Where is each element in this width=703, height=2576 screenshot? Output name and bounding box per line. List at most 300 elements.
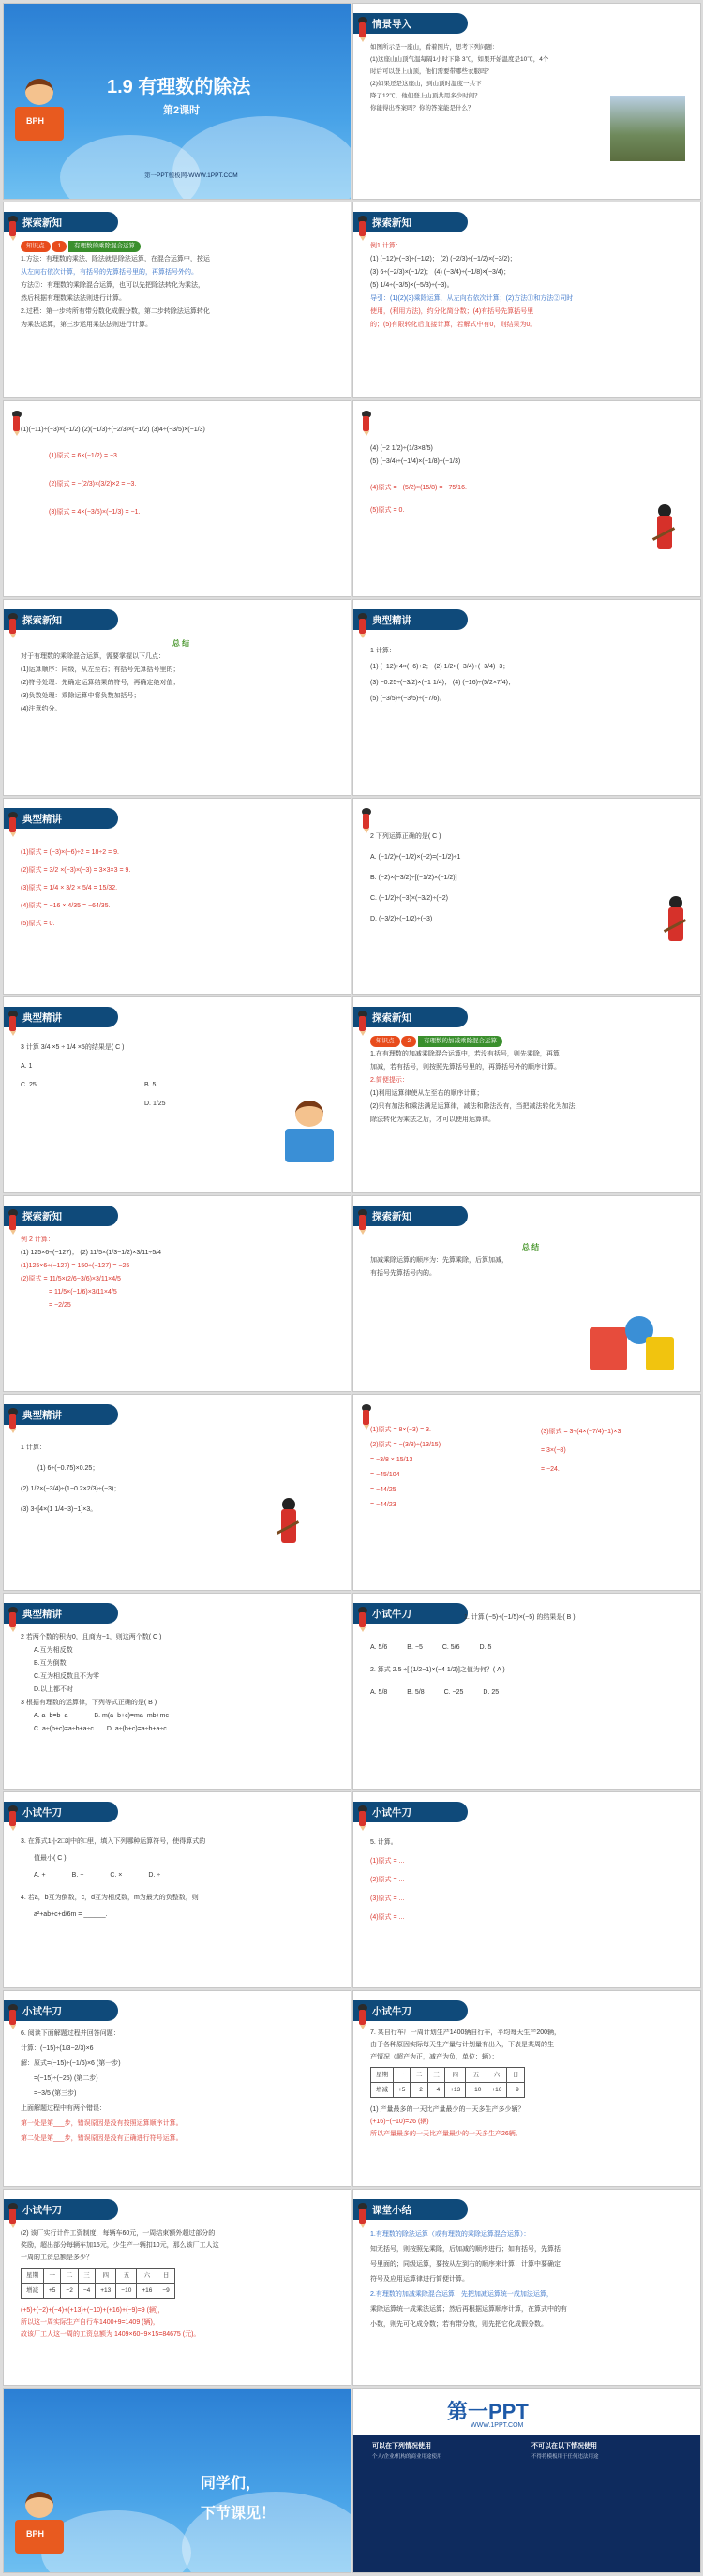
answer-line: (4)原式 = −16 × 4/35 = −64/35. [21,903,111,909]
pencil-icon [10,1230,16,1235]
text-line: 加减乘除运算的顺序为：先算乘除，后算加减， [370,1257,508,1264]
text-line: 对于有理数的乘除混合运算，需要掌握以下几点： [21,653,165,660]
answer-line: (2)原式 = 3/2 ×(−3)×(−3) = 3×3×3 = 9. [21,867,131,874]
option-a: A. 5/8 [370,1689,388,1696]
answer-line: = −2/25 [49,1302,71,1309]
text-line: 例1 计算： [370,243,402,249]
table-cell: 一 [394,2068,411,2083]
text-line: (1) (−12)÷(−3)÷(−1/2)； (2) (−2/3)÷(−1/2)×(−3/2)； [370,256,516,262]
table-cell: 四 [445,2068,466,2083]
slide-heading: 典型精讲 [22,1012,62,1024]
option-d: D. 25 [483,1689,500,1696]
table-cell: +5 [394,2083,411,2098]
text-line: 小数，则先可化成分数；若有带分数，则先把它化成假分数。 [370,2321,547,2328]
text-line: 为乘法运算，第三步运用乘法法则进行计算。 [21,322,152,328]
text-line: 你能得出答案吗？你的答案能是什么？ [370,105,474,112]
pencil-icon [359,1016,366,1031]
pencil-icon [9,2209,16,2224]
pencil-icon [357,613,368,637]
slide-typical-1 [353,600,700,795]
text-line: (5) (−3/5)÷(−3/5)÷(−7/6)。 [370,696,446,702]
pencil-icon [364,431,369,436]
text-line: (1)(−11)÷(−3)×(−1/2) (2)(−1/3)÷(−2/3)×(−1/2) (3)4÷(−3/5)×(−1/3) [21,427,205,433]
text-line: 乘除运算统一成乘法运算；然后再根据运算顺序计算，在算式中的有 [370,2306,567,2313]
answer-line: (1)原式 = 6×(−1/2) = −3. [49,453,119,459]
question-line: 4. 若a，b互为倒数，c，d互为相反数，m为最大的负整数，则 [21,1895,199,1901]
table-cell: 五 [116,2269,137,2284]
slide-heading: 典型精讲 [372,615,411,626]
question-line: 2 下列运算正确的是( C ) [370,833,441,840]
pencil-icon [9,1414,16,1429]
text-line: 的；(5)有限转化后直接计算，若解式中有0，则结果为0。 [370,322,537,328]
slide-try-5 [353,1991,700,2186]
pencil-mascot-illustration [270,1498,307,1550]
slide-heading: 探索新知 [372,1012,411,1024]
option-d: D. a÷(b+c)=a÷b+a÷c [106,1726,167,1732]
brand-footer [353,2435,700,2572]
pencil-icon [10,1627,16,1632]
text-line: (3)负数处理：乘除运算中将负数加括号； [21,693,141,699]
answer-line: = −24. [541,1466,560,1473]
slide-explore-1 [4,202,351,397]
heading-bar [4,212,118,232]
pencil-icon [9,619,16,634]
slide-explore-4 [353,401,700,596]
student-cartoon-illustration [281,1101,337,1166]
option-a: A. a−b=b−a [34,1713,68,1719]
table-cell: 增减 [371,2083,394,2098]
question-line: 由于各种原因实际每天生产量与计划量有出入，下表是某周的生 [370,2042,554,2048]
table-cell: +13 [96,2284,116,2299]
text-line: (1)这座山山顶气温每隔1小时下降 3℃，如果开始温度是10℃，4个 [370,56,549,63]
text-line: 解：原式=(−15)÷(−1/6)×6 (第一步) [21,2060,121,2067]
pencil-mascot-illustration [657,896,695,949]
pencil-icon [357,2004,368,2029]
heading-bar [4,1206,118,1226]
slide-explore-2 [353,202,700,397]
heading-bar [353,1802,468,1822]
text-line: (5) (−3/4)÷(−1/4)×(−1/8)÷(−1/3) [370,458,461,465]
option-b: B. −5 [407,1644,423,1651]
question-line: 6. 阅读下面解题过程并回答问题： [21,2030,120,2037]
text-line: (4) (−2 1/2)÷(1/3×8/5) [370,445,433,452]
brand-url: WWW.1PPT.COM [471,2422,524,2429]
pencil-icon [360,2025,366,2029]
cover-subtitle: 第2课时 [163,105,201,116]
pencil-icon [9,817,16,832]
option-d: D. 5 [479,1644,492,1651]
pencil-icon [363,416,369,431]
question-line: (1) 产量最多的一天比产量最少的一天多生产多少辆？ [370,2106,525,2113]
question-line: 奖励，超出部分每辆车加15元，少生产一辆扣10元，那么该厂工人这 [21,2242,219,2249]
pencil-icon [357,216,368,240]
slide-summary [353,2190,700,2385]
table-cell: +5 [44,2284,61,2299]
heading-bar [353,212,468,232]
pencil-icon [9,221,16,236]
answer-line: (5)原式 = 0. [21,921,55,927]
pencil-icon [7,2004,19,2029]
pencil-icon [360,1031,366,1036]
option-c: C. 25 [21,1082,37,1088]
mountain-photo [610,96,685,161]
cover-site: 第一PPT模板网-WWW.1PPT.COM [144,172,238,179]
text-line: 2.过程：第一步转所有带分数化成假分数，第二步转除法运算转化 [21,308,210,315]
question-line: 3. 在算式1-|-2□3|中的□里，填入下列哪种运算符号，使得算式的 [21,1838,206,1845]
answer-line: = −3/8 × 15/13 [370,1457,413,1463]
farewell-line-2: 下节课见！ [201,2506,277,2522]
pencil-icon [364,1425,369,1430]
table-cell: +13 [445,2083,466,2098]
pencil-icon [357,1209,368,1234]
table-cell: +16 [137,2284,157,2299]
pencil-icon [360,37,366,42]
pencil-icon [10,236,16,241]
pencil-icon [7,812,19,836]
slide-cover [4,4,351,199]
slide-typical-6 [353,1395,700,1590]
text-line: =−3/5 (第三步) [34,2090,77,2097]
text-line: 1.方法：有理数的乘法、除法就是除法运算，在混合运算中，按运 [21,256,210,262]
heading-bar [353,609,468,630]
pencil-icon [360,2224,366,2228]
pencil-icon [364,829,369,833]
option-c: C. × [110,1872,123,1879]
pencil-icon [13,416,20,431]
table-cell: 五 [466,2068,486,2083]
pencil-icon [357,1607,368,1631]
pencil-icon [7,216,19,240]
pencil-icon [363,814,369,829]
knowledge-number: 1 [52,241,67,252]
pencil-icon [10,2025,16,2029]
pencil-icon [7,1011,19,1035]
answer-line: 所以产量最多的一天比产量最少的一天多生产26辆。 [370,2131,522,2137]
heading-bar [4,1404,118,1425]
slide-heading: 探索新知 [22,615,62,626]
slide-explore-summary [4,600,351,795]
slide-typical-3 [353,799,700,994]
option-a: A. 5/6 [370,1644,388,1651]
pencil-icon [359,1811,366,1826]
answer-line: 第二处是第___步，错误原因是没有正确进行符号运算。 [21,2135,183,2142]
table-cell: 日 [507,2068,524,2083]
option-a: A. (−1/2)÷(−1/2)×(−2)=(−1/2)÷1 [370,854,461,861]
heading-bar [353,2000,468,2021]
slide-explore-3 [4,401,351,596]
summary-title: 总 结 [521,1243,540,1251]
text-line: (3) 3÷[4×(1 1/4−3)−1]×3。 [21,1506,97,1513]
question-line: 产情况（超产为正，减产为负，单位：辆）： [370,2054,499,2060]
pencil-icon [360,1627,366,1632]
pencil-icon [359,221,366,236]
answer-line: = −44/23 [370,1502,396,1508]
answer-line: (3)原式 = 4×(−3/5)×(−1/3) = −1. [49,509,141,516]
heading-bar [4,2199,118,2220]
cloud-decoration [172,116,351,199]
knowledge-number: 2 [401,1036,416,1047]
usage-allowed-text: 个人/企业/机构的商业用途使用 [372,2454,442,2460]
table-cell: −2 [411,2083,427,2098]
question-line: 一周的工资总额是多少？ [21,2254,93,2261]
pencil-icon [10,2224,16,2228]
slide-try-4 [4,1991,351,2186]
answer-line: (1)125×6÷(−127) = 150÷(−127) = −25 [21,1263,130,1269]
text-line: 2.简便提示： [370,1077,409,1084]
slide-explore-summary-2 [353,1196,700,1391]
slide-typical-4 [4,997,351,1192]
text-line: 1.有理数的除法运算（或有理数的乘除运算混合运算）： [370,2231,531,2238]
text-line: (3) 6÷(−2/3)×(−1/2)； (4) (−3/4)÷(−1/8)×(−3/4)； [370,269,511,276]
answer-line: = 3×(−8) [541,1447,566,1454]
answer-line: (2)原式 = −(2/3)×(3/2)×2 = −3. [49,481,137,487]
student-reading-illustration: BPH [11,2492,67,2557]
slide-typical-2 [4,799,351,994]
table-cell: 星期 [371,2068,394,2083]
answer-line: (1)原式 = 8×(−3) = 3. [370,1427,431,1433]
slide-heading: 探索新知 [22,1211,62,1222]
answer-line: (+5)+(−2)+(−4)+(+13)+(−10)+(+16)+(−9)=9 (辆)， [21,2307,165,2314]
question-line: 1. 计算 (−5)÷(−1/5)×(−5) 的结果是( B ) [464,1614,576,1621]
slide-heading: 小试牛刀 [22,1807,62,1819]
text-line: (1) 125×6÷(−127)； (2) 11/5×(1/3−1/2)×3/11÷5/4 [21,1250,162,1256]
text-line: 上面解题过程中有两个错误： [21,2105,106,2112]
option-b: B. − [71,1872,84,1879]
pencil-icon [7,2203,19,2227]
text-line: 从左向右依次计算，有括号的先算括号里的，再算括号外的。 [21,269,198,276]
table-row [371,2068,525,2083]
text-line: 降了12℃，他们登上山顶共用多少时间？ [370,93,481,99]
table-row [371,2083,525,2098]
text-line: 使用，(利用方法)，约分化简分数；(4)有括号先算括号里 [370,308,534,315]
slide-heading: 小试牛刀 [372,2006,411,2017]
slide-brand [353,2389,700,2572]
pencil-icon [360,236,366,241]
question-line: 2 若两个数的积为0，且商为−1，则这两个数( C ) [21,1634,162,1640]
table-cell: 日 [157,2269,174,2284]
text-line: 如图所示是一座山，看着图片，思考下列问题： [370,44,499,51]
table-cell: 二 [411,2068,427,2083]
pencil-icon [363,1410,369,1425]
answer-line: (2)原式 = −(3/8)÷(13/15) [370,1442,441,1448]
text-line: 知无括号，则按照先乘除，后加减的顺序进行；如有括号，先算括 [370,2246,561,2253]
table-cell: 三 [427,2068,444,2083]
answer-line: 故该厂工人这一周的工资总额为 1409×60+9×15=84675 (元)。 [21,2331,201,2338]
question-line: 7. 某自行车厂一周计划生产1400辆自行车，平均每天生产200辆， [370,2029,561,2036]
heading-bar [353,1206,468,1226]
text-line: 有括号先算括号内的。 [370,1270,436,1277]
table-cell: +16 [486,2083,507,2098]
text-line: (2) 1/2×(−3/4)÷(1−0.2×2/3)÷(−3)； [21,1486,121,1492]
slide-intro [353,4,700,199]
usage-forbidden-heading: 不可以在以下情况使用 [531,2443,597,2449]
slide-heading: 探索新知 [22,217,62,229]
pencil-icon [10,832,16,837]
answer-line: = 11/5×(−1/6)×3/11×4/5 [49,1289,117,1295]
slide-heading: 探索新知 [372,217,411,229]
text-line: 1 计算： [21,1445,46,1451]
option-d: D. ÷ [148,1872,161,1879]
slide-typical-7 [4,1594,351,1789]
knowledge-tag: 知识点 [21,241,51,252]
slide-heading: 小试牛刀 [22,2205,62,2216]
heading-bar [4,2000,118,2021]
pencil-icon [10,1826,16,1831]
option-c: C.互为相反数且不为零 [34,1673,99,1680]
slide-explore-5 [353,997,700,1192]
pencil-icon [14,431,20,436]
table-cell: 一 [44,2269,61,2284]
student-reading-illustration: BPH [11,79,67,144]
slide-explore-6 [4,1196,351,1391]
text-line: 方法②：有理数的乘除混合运算，也可以先把除法转化为乘法， [21,282,204,289]
slide-heading: 典型精讲 [22,1609,62,1620]
pencil-icon [361,411,372,435]
table-cell: 二 [61,2269,78,2284]
option-d: D. 1/25 [144,1101,166,1107]
heading-bar [353,2199,468,2220]
answer-line: (1)原式 = ... [370,1858,405,1865]
table-cell: −10 [466,2083,486,2098]
answer-line: = −45/104 [370,1472,400,1478]
option-d: D.以上都不对 [34,1686,73,1693]
answer-line: (4)原式 = ... [370,1914,405,1921]
heading-bar [4,1007,118,1027]
knowledge-topic: 有理数的加减乘除混合运算 [418,1036,502,1047]
heading-bar [4,609,118,630]
pencil-icon [10,1031,16,1036]
answer-line: (2)原式 = 11/5×(2/6−3/6)×3/11×4/5 [21,1276,121,1282]
text-line: 加减，若有括号，则按照先算括号里的，再算括号外的顺序计算。 [370,1064,561,1071]
text-line: (5) 1/4÷(−3/5)×(−5/3)÷(−3)。 [370,282,454,289]
heading-bar [4,1603,118,1624]
table-cell: 六 [486,2068,507,2083]
pencil-icon [360,1826,366,1831]
question-line: 3 根据有理数的运算律，下列等式正确的是( B ) [21,1700,157,1706]
knowledge-topic: 有理数的乘除混合运算 [68,241,141,252]
slide-try-2 [4,1792,351,1987]
pencil-icon [360,634,366,638]
table-cell: 四 [96,2269,116,2284]
question-line: 值最小( C ) [34,1855,67,1862]
slide-heading: 小试牛刀 [22,2006,62,2017]
answer-line: 第一处是第___步，错误原因是没有按照运算顺序计算。 [21,2120,183,2127]
text-line: 计算：(−15)÷(1/3−2/3)×6 [21,2045,94,2052]
stationery-illustration [580,1309,683,1374]
question-line: 2. 算式 2.5 ÷[ (1/2−1)×(−4 1/2)]之值为何？( A ) [370,1667,505,1673]
answer-line: (1)原式 = (−3)×(−6)÷2 = 18÷2 = 9. [21,849,119,856]
pencil-icon [357,2203,368,2227]
pencil-mascot-illustration [646,504,683,557]
text-line: 1 计算： [370,648,396,654]
text-line: 导引：(1)(2)(3)乘除运算，从左向右依次计算；(2)方法①和方法②同时 [370,295,574,302]
slide-heading: 典型精讲 [22,1410,62,1421]
summary-title: 总 结 [172,639,190,648]
pencil-icon [9,1811,16,1826]
pencil-icon [10,1429,16,1433]
option-a: A. 1 [21,1063,33,1070]
slide-heading: 小试牛刀 [372,1609,411,1620]
pencil-icon [7,1209,19,1234]
knowledge-tag: 知识点 [370,1036,400,1047]
slide-try-3 [353,1792,700,1987]
text-line: 1.在有理数的加减乘除混合运算中，若没有括号，则先乘除，再算 [370,1051,560,1057]
pencil-icon [359,22,366,37]
pencil-icon [7,613,19,637]
production-table [370,2067,525,2098]
pencil-icon [9,1016,16,1031]
table-row [22,2284,175,2299]
slide-heading: 典型精讲 [22,814,62,825]
table-cell: −4 [427,2083,444,2098]
table-cell: 增减 [22,2284,44,2299]
slide-try-6 [4,2190,351,2385]
answer-line: = −44/25 [370,1487,396,1493]
answer-line: (5)原式 = 0. [370,507,405,514]
usage-forbidden-text: 不得将模板用于任何违法用途 [531,2454,599,2460]
table-cell: −4 [78,2284,95,2299]
option-b: B. m(a−b+c)=ma−mb+mc [94,1713,169,1719]
slide-heading: 小试牛刀 [372,1807,411,1819]
text-line: =(−15)÷(−25) (第二步) [34,2075,98,2082]
text-line: 时后可以登上山顶，他们需要带哪些衣服吗？ [370,68,492,75]
text-line: (2)符号处理：先确定运算结果的符号，再确定绝对值； [21,680,180,686]
option-a: A. + [34,1872,46,1879]
question-line: (2) 该厂实行计件工资制度，每辆车60元，一周结束额外超过部分的 [21,2230,216,2237]
text-line: (1) (−12)÷4×(−6)÷2； (2) 1/2×(−3/4)÷(−3/4)−3； [370,664,510,670]
answer-line: (3)原式 = 1/4 × 3/2 × 5/4 = 15/32. [21,885,118,891]
pencil-icon [10,634,16,638]
brand-logo: 第一PPT [447,2400,529,2423]
table-row [22,2269,175,2284]
pencil-icon [357,17,368,41]
slide-typical-5 [4,1395,351,1590]
pencil-icon [359,1215,366,1230]
option-b: B. 5/8 [407,1689,425,1696]
pencil-icon [360,1230,366,1235]
text-line: 例 2 计算： [21,1236,54,1243]
option-b: B.互为倒数 [34,1660,67,1667]
text-line: 号里面的；同级运算，要按从左到右的顺序来计算；计算中要确定 [370,2261,561,2268]
pencil-icon [359,619,366,634]
slide-heading: 情景导入 [372,19,411,30]
text-line: 然后根据有理数乘法法则进行计算。 [21,295,126,302]
pencil-icon [7,1607,19,1631]
pencil-icon [9,1612,16,1627]
text-line: (3) −0.25÷(−3/2)×(−1 1/4)； (4) (−16)÷(5/2×7/4)； [370,680,515,686]
option-b: B. 5 [144,1082,157,1088]
pencil-icon [357,1011,368,1035]
answer-line: (+16)−(−10)=26 (辆) [370,2119,429,2125]
table-cell: 六 [137,2269,157,2284]
slide-farewell [4,2389,351,2572]
cover-title: 1.9 有理数的除法 [107,77,251,97]
answer-line: (2)原式 = ... [370,1877,405,1883]
table-cell: −2 [61,2284,78,2299]
slide-heading: 探索新知 [372,1211,411,1222]
question-line: 5. 计算。 [370,1839,397,1846]
pencil-icon [9,1215,16,1230]
slide-heading: 课堂小结 [372,2205,411,2216]
text-line: (4)注意约分。 [21,706,62,712]
answer-line: (4)原式 = −(5/2)×(15/8) = −75/16. [370,485,467,491]
heading-bar [4,1802,118,1822]
option-b: B. (−2)×(−3/2)÷[(−1/2)×(−1/2)] [370,875,457,881]
text-line: (1) 6÷(−0.75)×0.25； [37,1465,99,1472]
production-table [21,2268,175,2299]
table-cell: −9 [157,2284,174,2299]
text-line: (1)利用运算律使从左至右的顺序计算； [370,1090,484,1097]
